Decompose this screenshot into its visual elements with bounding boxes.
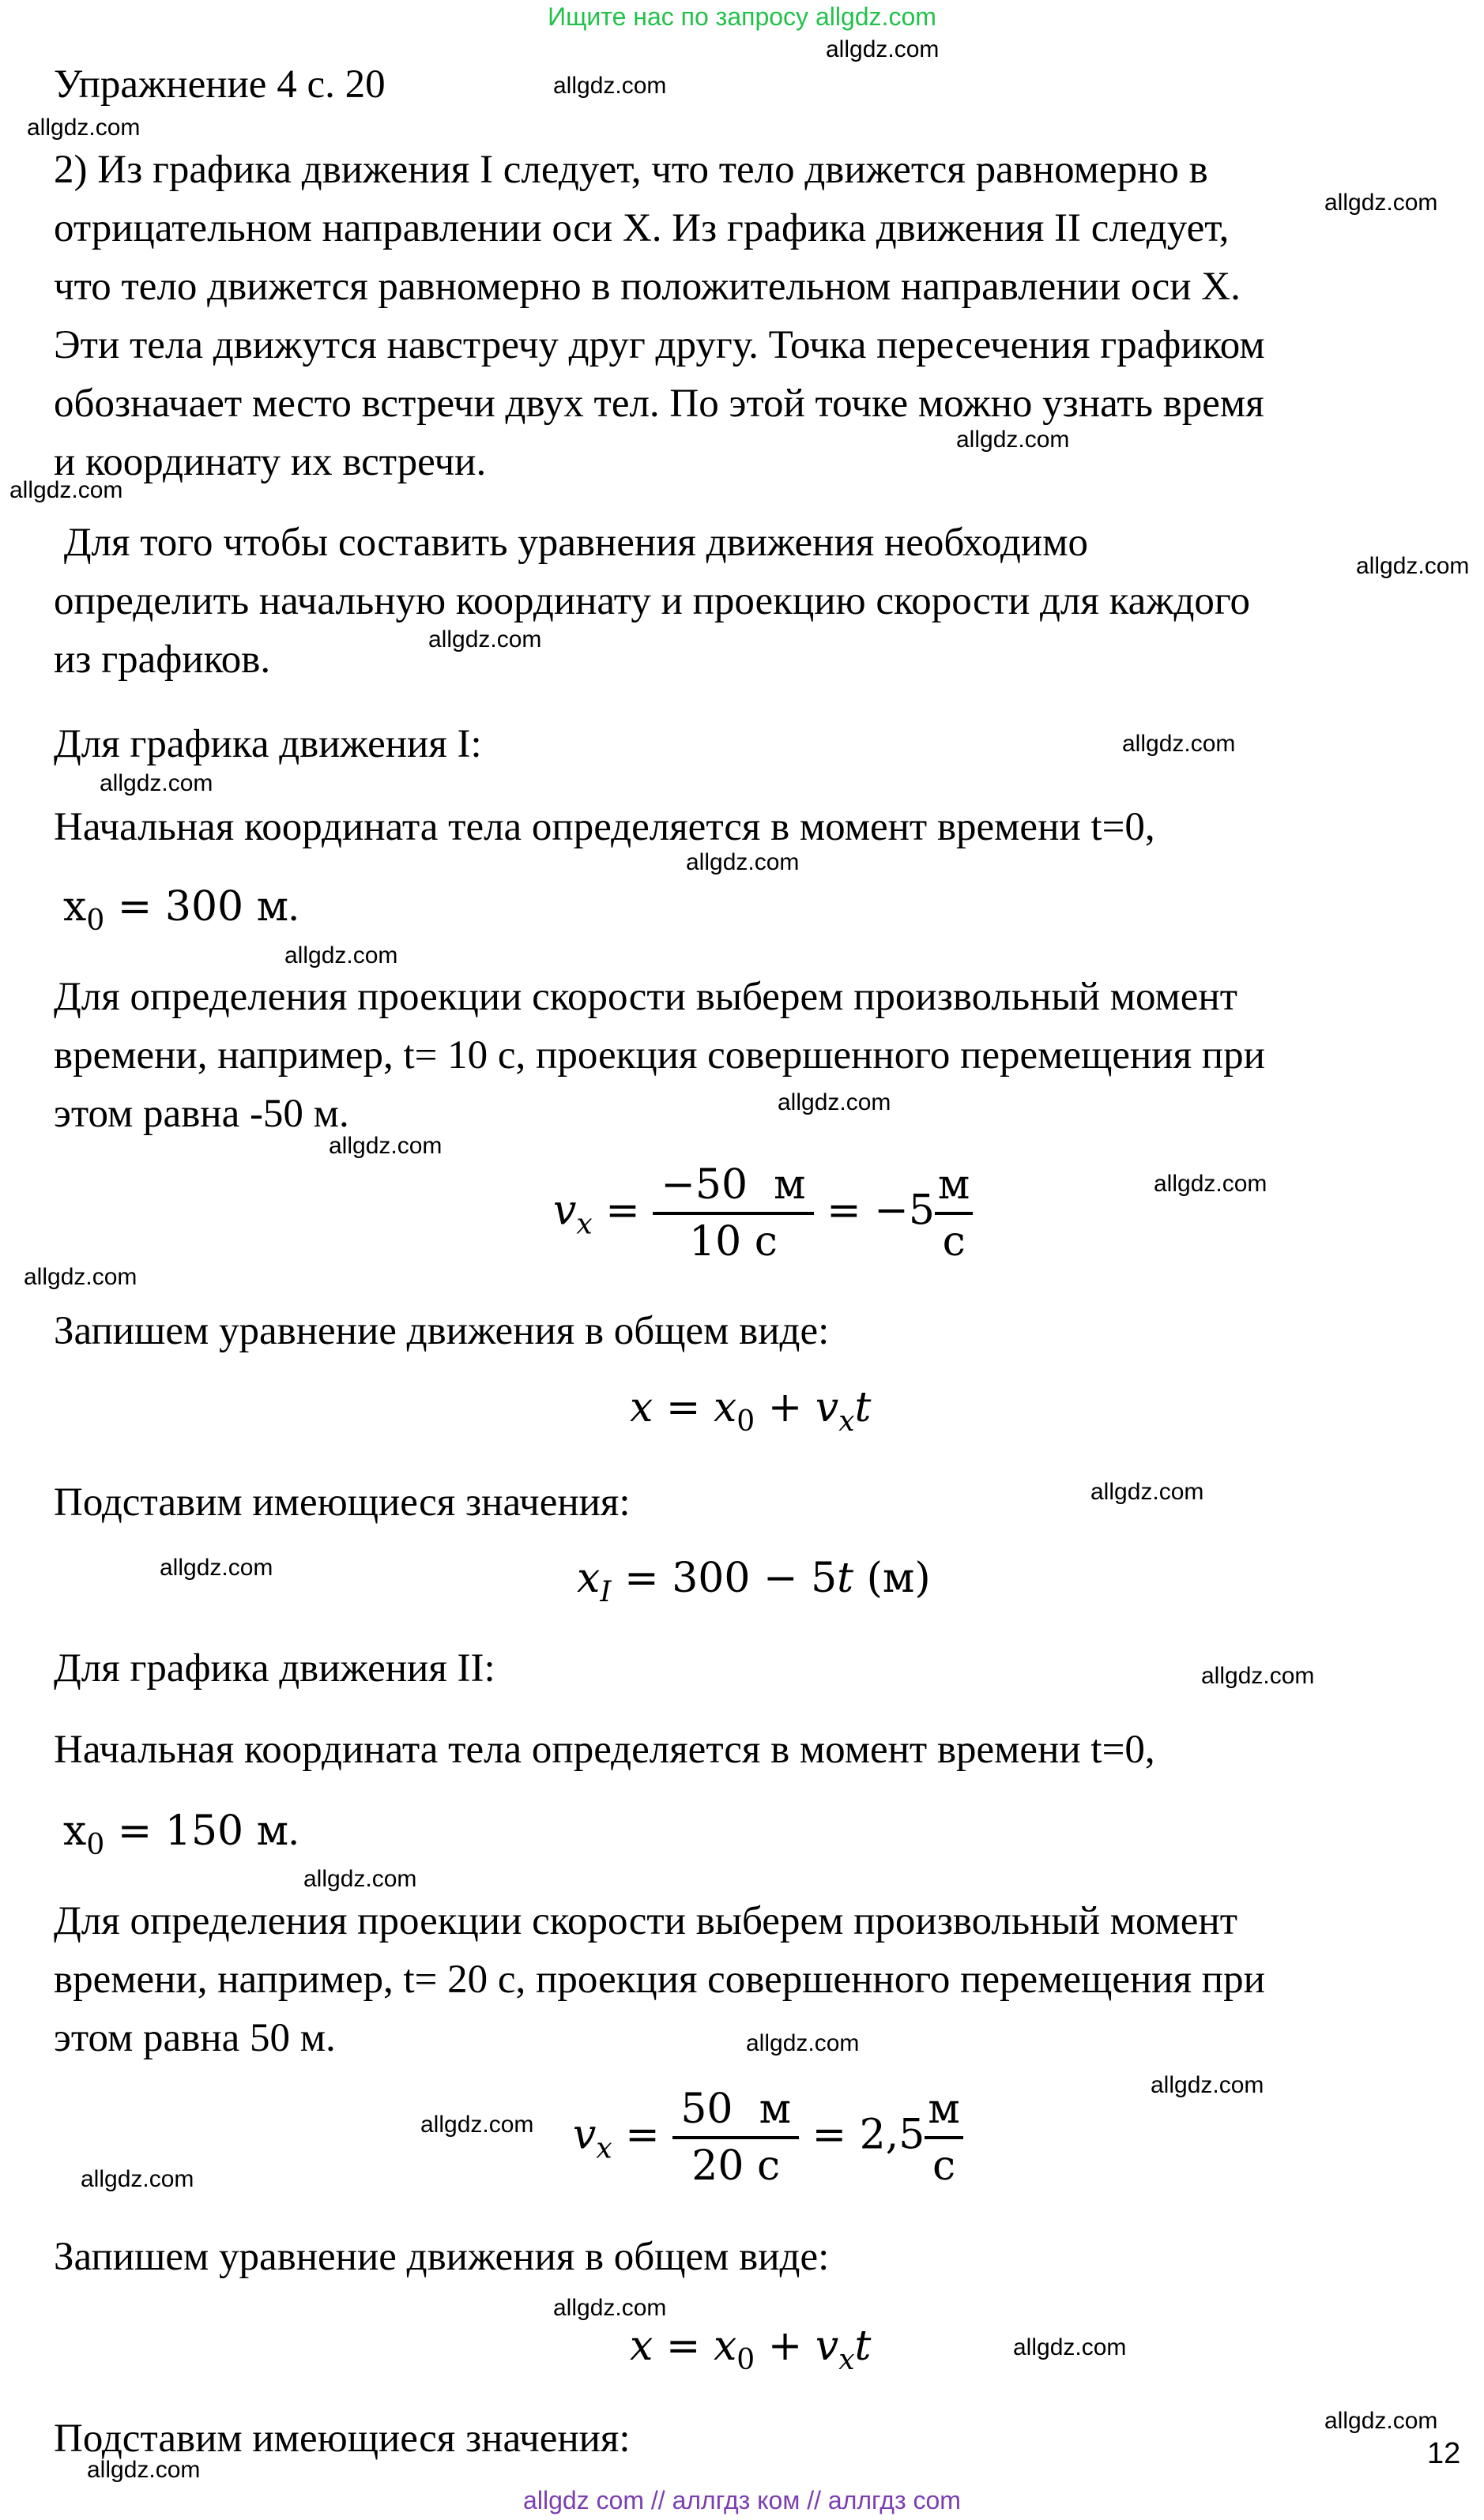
graph1-speed-line: этом равна -50 м. [54, 1092, 349, 1136]
watermark: allgdz.com [420, 2112, 534, 2138]
watermark: allgdz.com [1324, 2408, 1438, 2434]
x-symbol: x [63, 1807, 87, 1855]
graph1-general-formula [630, 1384, 871, 1438]
graph2-speed-line: этом равна 50 м. [54, 2016, 336, 2060]
unit: м [256, 1807, 289, 1855]
unit-denominator: с [942, 1218, 966, 1266]
watermark: allgdz.com [100, 770, 213, 796]
equals-sign: = [665, 1384, 701, 1431]
graph2-general-formula [630, 2323, 871, 2376]
watermark: allgdz.com [1356, 553, 1470, 579]
graph2-substitute-text: Подставим имеющиеся значения: [54, 2417, 631, 2461]
graph1-speed-line: времени, например, t= 10 с, проекция совершенного перемещения при [54, 1033, 1265, 1078]
x0-value: 300 [164, 883, 244, 931]
graph1-x0-formula [63, 883, 299, 937]
watermark: allgdz.com [87, 2457, 201, 2483]
graph1-substitute-text: Подставим имеющиеся значения: [54, 1480, 631, 1525]
period: . [288, 1809, 299, 1854]
fraction [653, 1160, 813, 1267]
x0-value: 150 [164, 1807, 244, 1855]
watermark: allgdz.com [428, 626, 542, 653]
graph2-speed-line: времени, например, t= 20 с, проекция совершенного перемещения при [54, 1958, 1265, 2002]
graph1-vx-formula [553, 1160, 973, 1267]
bottom-banner[interactable]: allgdz com // аллгдз ком // аллгдз com [523, 2486, 961, 2514]
equals-sign: = [625, 2111, 660, 2159]
subscript: I [600, 1576, 612, 1608]
equals-sign: = [117, 883, 153, 931]
v-symbol: v [815, 2323, 839, 2370]
graph1-equation [577, 1555, 931, 1608]
graph2-general-text: Запишем уравнение движения в общем виде: [54, 2235, 830, 2279]
numerator [653, 1160, 813, 1215]
subscript: 0 [736, 2344, 755, 2376]
watermark: allgdz.com [24, 1264, 137, 1290]
para1-line: обозначает место встречи двух тел. По этой точке можно узнать время [54, 382, 1264, 426]
watermark: allgdz.com [9, 477, 123, 503]
para1-line: отрицательном направлении оси X. Из графика движения II следует, [54, 206, 1230, 250]
period: . [288, 885, 299, 930]
subscript: 0 [86, 905, 105, 937]
x-symbol: x [713, 1384, 737, 1431]
v-symbol: v [553, 1187, 577, 1235]
watermark: allgdz.com [686, 849, 800, 875]
watermark: allgdz.com [1090, 1479, 1204, 1505]
v-symbol: v [815, 1384, 839, 1431]
equals-sign: = [624, 1555, 659, 1602]
subscript: 0 [736, 1405, 755, 1438]
graph2-speed-line: Для определения проекции скорости выберем произвольный момент [54, 1899, 1238, 1943]
x-symbol: x [577, 1555, 601, 1602]
watermark: allgdz.com [1151, 2072, 1264, 2098]
top-banner[interactable]: Ищите нас по запросу allgdz.com [548, 2, 936, 31]
equals-sign: = [812, 2111, 847, 2159]
watermark: allgdz.com [778, 1089, 891, 1115]
unit: м [759, 2086, 792, 2133]
page-number: 12 [1427, 2437, 1461, 2470]
equals-sign: = [827, 1187, 861, 1235]
para2-line: Для того чтобы составить уравнения движения необходимо [54, 521, 1088, 565]
graph1-general-text: Запишем уравнение движения в общем виде: [54, 1309, 830, 1353]
graph1-title: Для графика движения I: [54, 722, 482, 766]
para1-line: 2) Из графика движения I следует, что тело движется равномерно в [54, 148, 1208, 192]
watermark: allgdz.com [1013, 2334, 1127, 2360]
t-symbol: t [854, 1384, 872, 1431]
para2-line: из графиков. [54, 638, 271, 682]
exercise-heading: Упражнение 4 с. 20 [54, 62, 386, 107]
subscript: 0 [86, 1829, 105, 1861]
unit-numerator: м [925, 2084, 962, 2139]
fraction [672, 2084, 799, 2191]
denominator: 20 с [691, 2142, 781, 2190]
result-value: 2,5 [859, 2111, 925, 2159]
v-symbol: v [573, 2111, 597, 2159]
watermark: allgdz.com [1122, 731, 1236, 757]
para1-line: и координату их встречи. [54, 440, 487, 484]
graph2-title: Для графика движения II: [54, 1646, 495, 1691]
watermark: allgdz.com [1201, 1663, 1315, 1689]
graph1-initial-text: Начальная координата тела определяется в момент времени t=0, [54, 805, 1155, 849]
watermark: allgdz.com [284, 942, 398, 969]
watermark: allgdz.com [1154, 1171, 1267, 1197]
unit: м [774, 1161, 806, 1209]
watermark: allgdz.com [826, 36, 940, 62]
subscript: x [838, 2344, 855, 2376]
t-symbol: t [854, 2323, 872, 2370]
para1-line: что тело движется равномерно в положительном направлении оси X. [54, 265, 1241, 309]
watermark: allgdz.com [746, 2030, 860, 2056]
unit-numerator: м [935, 1160, 973, 1215]
subscript: x [576, 1208, 593, 1241]
numerator-value: −50 [661, 1161, 748, 1209]
watermark: allgdz.com [160, 1555, 273, 1581]
plus-sign: + [767, 1384, 803, 1431]
watermark: allgdz.com [1324, 190, 1438, 216]
numerator-value: 50 [680, 2086, 733, 2133]
equals-sign: = [605, 1187, 640, 1235]
denominator: 10 с [689, 1218, 778, 1266]
equals-sign: = [117, 1807, 153, 1855]
graph1-speed-line: Для определения проекции скорости выберем произвольный момент [54, 975, 1238, 1019]
numerator [672, 2084, 799, 2139]
equals-sign: = [665, 2323, 701, 2370]
graph2-x0-formula [63, 1807, 299, 1861]
unit-denominator: с [932, 2142, 956, 2190]
subscript: x [838, 1405, 855, 1438]
watermark: allgdz.com [553, 73, 667, 99]
unit-fraction [935, 1160, 973, 1267]
unit: м [256, 883, 289, 931]
watermark: allgdz.com [329, 1133, 443, 1159]
watermark: allgdz.com [956, 427, 1070, 453]
x-symbol: x [630, 2323, 653, 2370]
para2-line: определить начальную координату и проекцию скорости для каждого [54, 579, 1251, 623]
plus-sign: + [767, 2323, 803, 2370]
subscript: x [596, 2132, 612, 2165]
unit-fraction [925, 2084, 962, 2191]
watermark: allgdz.com [553, 2295, 667, 2321]
watermark: allgdz.com [303, 1866, 417, 1892]
equation-unit: (м) [866, 1555, 931, 1602]
watermark: allgdz.com [27, 115, 141, 141]
x-symbol: x [63, 883, 87, 931]
x-symbol: x [713, 2323, 737, 2370]
para1-line: Эти тела движутся навстречу друг другу. Точка пересечения графиком [54, 323, 1265, 367]
graph2-vx-formula [573, 2084, 963, 2191]
result-value: −5 [874, 1187, 935, 1235]
x-symbol: x [630, 1384, 653, 1431]
equation-rhs: 300 − 5 [672, 1555, 838, 1602]
graph2-initial-text: Начальная координата тела определяется в момент времени t=0, [54, 1728, 1155, 1772]
t-symbol: t [837, 1555, 854, 1602]
watermark: allgdz.com [81, 2166, 194, 2192]
